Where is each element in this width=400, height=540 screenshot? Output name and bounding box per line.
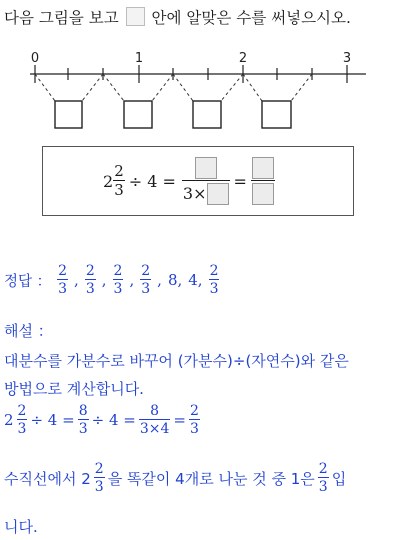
answer-frac-5: $\frac{2}{3}$ — [209, 263, 219, 297]
eq-blank-fraction-2 — [251, 157, 275, 205]
explain-line5: 니다. — [4, 518, 38, 536]
calc-op2: ÷ 4 = — [91, 411, 136, 429]
tick-label-3: 3 — [342, 51, 352, 66]
calc-whole: 2 — [4, 411, 14, 429]
eq-fraction: $\frac{2}{3}$ — [114, 162, 124, 199]
eq-whole: 2 — [103, 171, 114, 191]
calc-frac-3: $\frac{8}{3\times 4}$ — [139, 403, 170, 437]
eq-blank-fraction-1 — [182, 157, 230, 205]
calc-frac-4: $\frac{2}{3}$ — [189, 403, 199, 437]
answer-v4: 4, — [188, 271, 203, 289]
answer-label: 정답 ： — [4, 273, 52, 290]
answer-sep-1: , — [74, 271, 79, 289]
tick-label-1: 1 — [134, 51, 144, 66]
question-before: 다음 그림을 보고 — [4, 9, 119, 27]
equation-box — [42, 146, 354, 216]
answer-box-2[interactable] — [124, 101, 152, 128]
explain-line2: 방법으로 계산합니다. — [4, 380, 144, 398]
blank-denominator-1[interactable] — [207, 183, 229, 205]
explain-line4 — [4, 462, 346, 494]
question-text — [4, 6, 351, 28]
answer-sep-3: , — [129, 271, 135, 289]
answer-v8: 8, — [167, 271, 183, 289]
number-line-diagram — [0, 48, 400, 138]
answer-sep-4: , — [157, 271, 162, 289]
explain-line1: 대분수를 가분수로 바꾸어 (가분수)÷(자연수)와 같은 — [4, 352, 349, 370]
tick-label-0: 0 — [30, 51, 40, 66]
line4-b: 을 똑같이 4개로 나눈 것 중 1은 — [107, 469, 315, 488]
answer-sep-2: , — [101, 271, 107, 289]
line4-c: 입 — [331, 469, 347, 488]
answer-frac-3: $\frac{2}{3}$ — [113, 263, 123, 297]
answer-frac-1: $\frac{2}{3}$ — [58, 263, 68, 297]
blank-numerator-2[interactable] — [252, 157, 274, 179]
eq-div: ÷ 4 = — [128, 171, 176, 191]
answer-box-1[interactable] — [55, 101, 82, 128]
eq-eq2: = — [233, 171, 247, 191]
calc-op3: = — [173, 411, 186, 429]
equation — [103, 151, 275, 211]
line4-frac-1: $\frac{2}{3}$ — [94, 461, 104, 495]
explain-calc — [4, 404, 200, 436]
calc-frac-1: $\frac{2}{3}$ — [17, 403, 27, 437]
calc-frac-2: $\frac{8}{3}$ — [78, 403, 88, 437]
line4-a: 수직선에서 2 — [4, 469, 91, 488]
question-after: 안에 알맞은 수를 써넣으시오. — [151, 9, 351, 27]
blank-denominator-2[interactable] — [252, 183, 274, 205]
answer-box-4[interactable] — [262, 101, 291, 128]
answer-line — [4, 264, 219, 296]
answer-frac-2: $\frac{2}{3}$ — [85, 263, 95, 297]
blank-numerator-1[interactable] — [195, 157, 217, 179]
answer-frac-4: $\frac{2}{3}$ — [141, 263, 151, 297]
tick-label-2: 2 — [238, 51, 248, 66]
calc-op1: ÷ 4 = — [30, 411, 75, 429]
line4-frac-2: $\frac{2}{3}$ — [318, 461, 328, 495]
eq-den-prefix: 3× — [182, 184, 207, 203]
blank-box-icon — [126, 7, 145, 26]
answer-box-3[interactable] — [193, 101, 221, 128]
explain-label: 해설 ： — [4, 322, 53, 340]
